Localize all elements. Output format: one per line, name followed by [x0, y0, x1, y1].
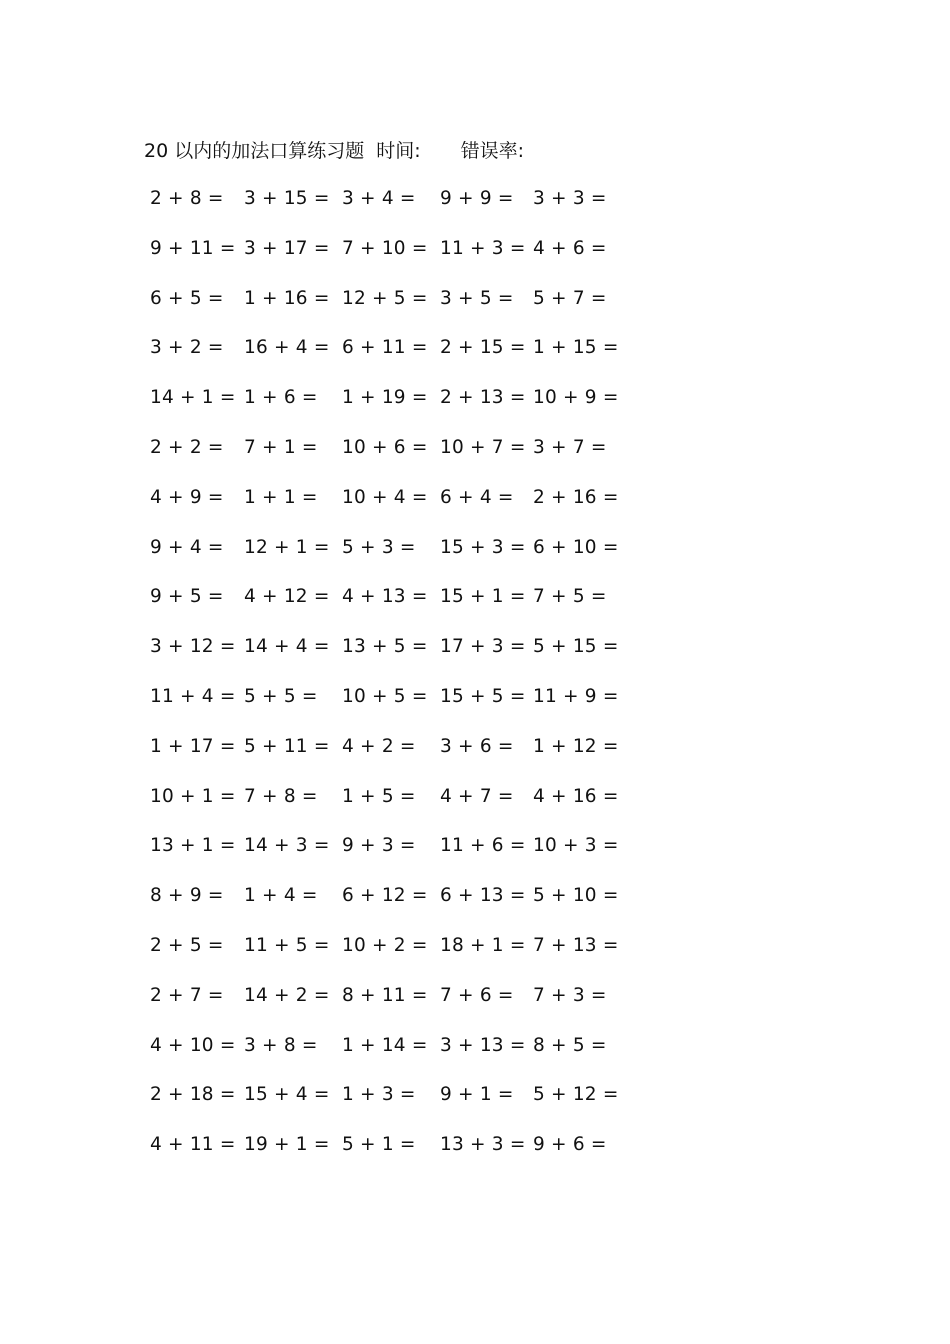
problem-r6-c3: 10 + 6 = [342, 437, 428, 458]
problem-r11-c1: 11 + 4 = [150, 686, 236, 707]
problem-r17-c1: 2 + 7 = [150, 985, 224, 1006]
problem-r11-c4: 15 + 5 = [440, 686, 526, 707]
problem-r9-c4: 15 + 1 = [440, 586, 526, 607]
problem-r12-c1: 1 + 17 = [150, 736, 236, 757]
problem-r3-c4: 3 + 5 = [440, 288, 514, 309]
problem-r18-c3: 1 + 14 = [342, 1035, 428, 1056]
problem-r2-c4: 11 + 3 = [440, 238, 526, 259]
problem-r16-c5: 7 + 13 = [533, 935, 619, 956]
problem-r4-c1: 3 + 2 = [150, 337, 224, 358]
problem-r4-c3: 6 + 11 = [342, 337, 428, 358]
problem-r7-c5: 2 + 16 = [533, 487, 619, 508]
problem-r10-c2: 14 + 4 = [244, 636, 330, 657]
problem-r12-c2: 5 + 11 = [244, 736, 330, 757]
problem-r9-c3: 4 + 13 = [342, 586, 428, 607]
problem-r20-c5: 9 + 6 = [533, 1134, 607, 1155]
problem-r9-c1: 9 + 5 = [150, 586, 224, 607]
problem-r13-c2: 7 + 8 = [244, 786, 318, 807]
problem-r16-c3: 10 + 2 = [342, 935, 428, 956]
problem-r7-c1: 4 + 9 = [150, 487, 224, 508]
problem-r2-c5: 4 + 6 = [533, 238, 607, 259]
problem-r10-c3: 13 + 5 = [342, 636, 428, 657]
problem-r5-c3: 1 + 19 = [342, 387, 428, 408]
problem-r17-c5: 7 + 3 = [533, 985, 607, 1006]
problem-r1-c1: 2 + 8 = [150, 188, 224, 209]
problem-r19-c5: 5 + 12 = [533, 1084, 619, 1105]
problem-r14-c4: 11 + 6 = [440, 835, 526, 856]
problem-r1-c5: 3 + 3 = [533, 188, 607, 209]
problem-r6-c2: 7 + 1 = [244, 437, 318, 458]
problem-r1-c2: 3 + 15 = [244, 188, 330, 209]
problem-r2-c2: 3 + 17 = [244, 238, 330, 259]
problem-r4-c5: 1 + 15 = [533, 337, 619, 358]
problem-r7-c3: 10 + 4 = [342, 487, 428, 508]
problem-r8-c3: 5 + 3 = [342, 537, 416, 558]
problem-r1-c4: 9 + 9 = [440, 188, 514, 209]
problem-r13-c3: 1 + 5 = [342, 786, 416, 807]
problem-r3-c5: 5 + 7 = [533, 288, 607, 309]
problem-r9-c2: 4 + 12 = [244, 586, 330, 607]
problem-r8-c1: 9 + 4 = [150, 537, 224, 558]
problem-r14-c5: 10 + 3 = [533, 835, 619, 856]
problem-r20-c1: 4 + 11 = [150, 1134, 236, 1155]
problem-r5-c1: 14 + 1 = [150, 387, 236, 408]
problem-r7-c4: 6 + 4 = [440, 487, 514, 508]
problem-r16-c2: 11 + 5 = [244, 935, 330, 956]
problem-r13-c5: 4 + 16 = [533, 786, 619, 807]
problem-r20-c4: 13 + 3 = [440, 1134, 526, 1155]
problem-r5-c5: 10 + 9 = [533, 387, 619, 408]
problem-r18-c5: 8 + 5 = [533, 1035, 607, 1056]
problem-r19-c4: 9 + 1 = [440, 1084, 514, 1105]
problem-r12-c5: 1 + 12 = [533, 736, 619, 757]
problem-r15-c5: 5 + 10 = [533, 885, 619, 906]
problem-r17-c3: 8 + 11 = [342, 985, 428, 1006]
problem-r3-c3: 12 + 5 = [342, 288, 428, 309]
problem-r20-c3: 5 + 1 = [342, 1134, 416, 1155]
problem-r10-c4: 17 + 3 = [440, 636, 526, 657]
problem-r19-c2: 15 + 4 = [244, 1084, 330, 1105]
problem-r11-c2: 5 + 5 = [244, 686, 318, 707]
problem-r12-c3: 4 + 2 = [342, 736, 416, 757]
problem-r13-c1: 10 + 1 = [150, 786, 236, 807]
problem-r8-c5: 6 + 10 = [533, 537, 619, 558]
problem-r20-c2: 19 + 1 = [244, 1134, 330, 1155]
problem-r5-c4: 2 + 13 = [440, 387, 526, 408]
problem-r6-c5: 3 + 7 = [533, 437, 607, 458]
problem-r17-c2: 14 + 2 = [244, 985, 330, 1006]
problem-r19-c3: 1 + 3 = [342, 1084, 416, 1105]
problem-r6-c1: 2 + 2 = [150, 437, 224, 458]
problem-r18-c4: 3 + 13 = [440, 1035, 526, 1056]
problem-r11-c3: 10 + 5 = [342, 686, 428, 707]
problem-r14-c1: 13 + 1 = [150, 835, 236, 856]
problem-r15-c1: 8 + 9 = [150, 885, 224, 906]
problem-r2-c3: 7 + 10 = [342, 238, 428, 259]
problem-r3-c2: 1 + 16 = [244, 288, 330, 309]
problem-r6-c4: 10 + 7 = [440, 437, 526, 458]
problem-r8-c2: 12 + 1 = [244, 537, 330, 558]
problem-r14-c3: 9 + 3 = [342, 835, 416, 856]
problem-r5-c2: 1 + 6 = [244, 387, 318, 408]
problem-r2-c1: 9 + 11 = [150, 238, 236, 259]
worksheet-title: 20 以内的加法口算练习题 [144, 140, 365, 162]
problem-r1-c3: 3 + 4 = [342, 188, 416, 209]
problem-r18-c1: 4 + 10 = [150, 1035, 236, 1056]
problem-r3-c1: 6 + 5 = [150, 288, 224, 309]
problem-r15-c4: 6 + 13 = [440, 885, 526, 906]
problem-r16-c1: 2 + 5 = [150, 935, 224, 956]
problem-r10-c5: 5 + 15 = [533, 636, 619, 657]
problem-r12-c4: 3 + 6 = [440, 736, 514, 757]
problem-r15-c3: 6 + 12 = [342, 885, 428, 906]
problem-r14-c2: 14 + 3 = [244, 835, 330, 856]
problem-r18-c2: 3 + 8 = [244, 1035, 318, 1056]
problem-r19-c1: 2 + 18 = [150, 1084, 236, 1105]
problem-r13-c4: 4 + 7 = [440, 786, 514, 807]
problem-r17-c4: 7 + 6 = [440, 985, 514, 1006]
problem-r10-c1: 3 + 12 = [150, 636, 236, 657]
problem-r9-c5: 7 + 5 = [533, 586, 607, 607]
problem-r11-c5: 11 + 9 = [533, 686, 619, 707]
problem-r16-c4: 18 + 1 = [440, 935, 526, 956]
problem-r4-c2: 16 + 4 = [244, 337, 330, 358]
problem-r4-c4: 2 + 15 = [440, 337, 526, 358]
problem-r8-c4: 15 + 3 = [440, 537, 526, 558]
error-rate-label: 错误率: [460, 140, 525, 162]
problem-r7-c2: 1 + 1 = [244, 487, 318, 508]
problem-r15-c2: 1 + 4 = [244, 885, 318, 906]
time-label: 时间: [376, 140, 421, 162]
